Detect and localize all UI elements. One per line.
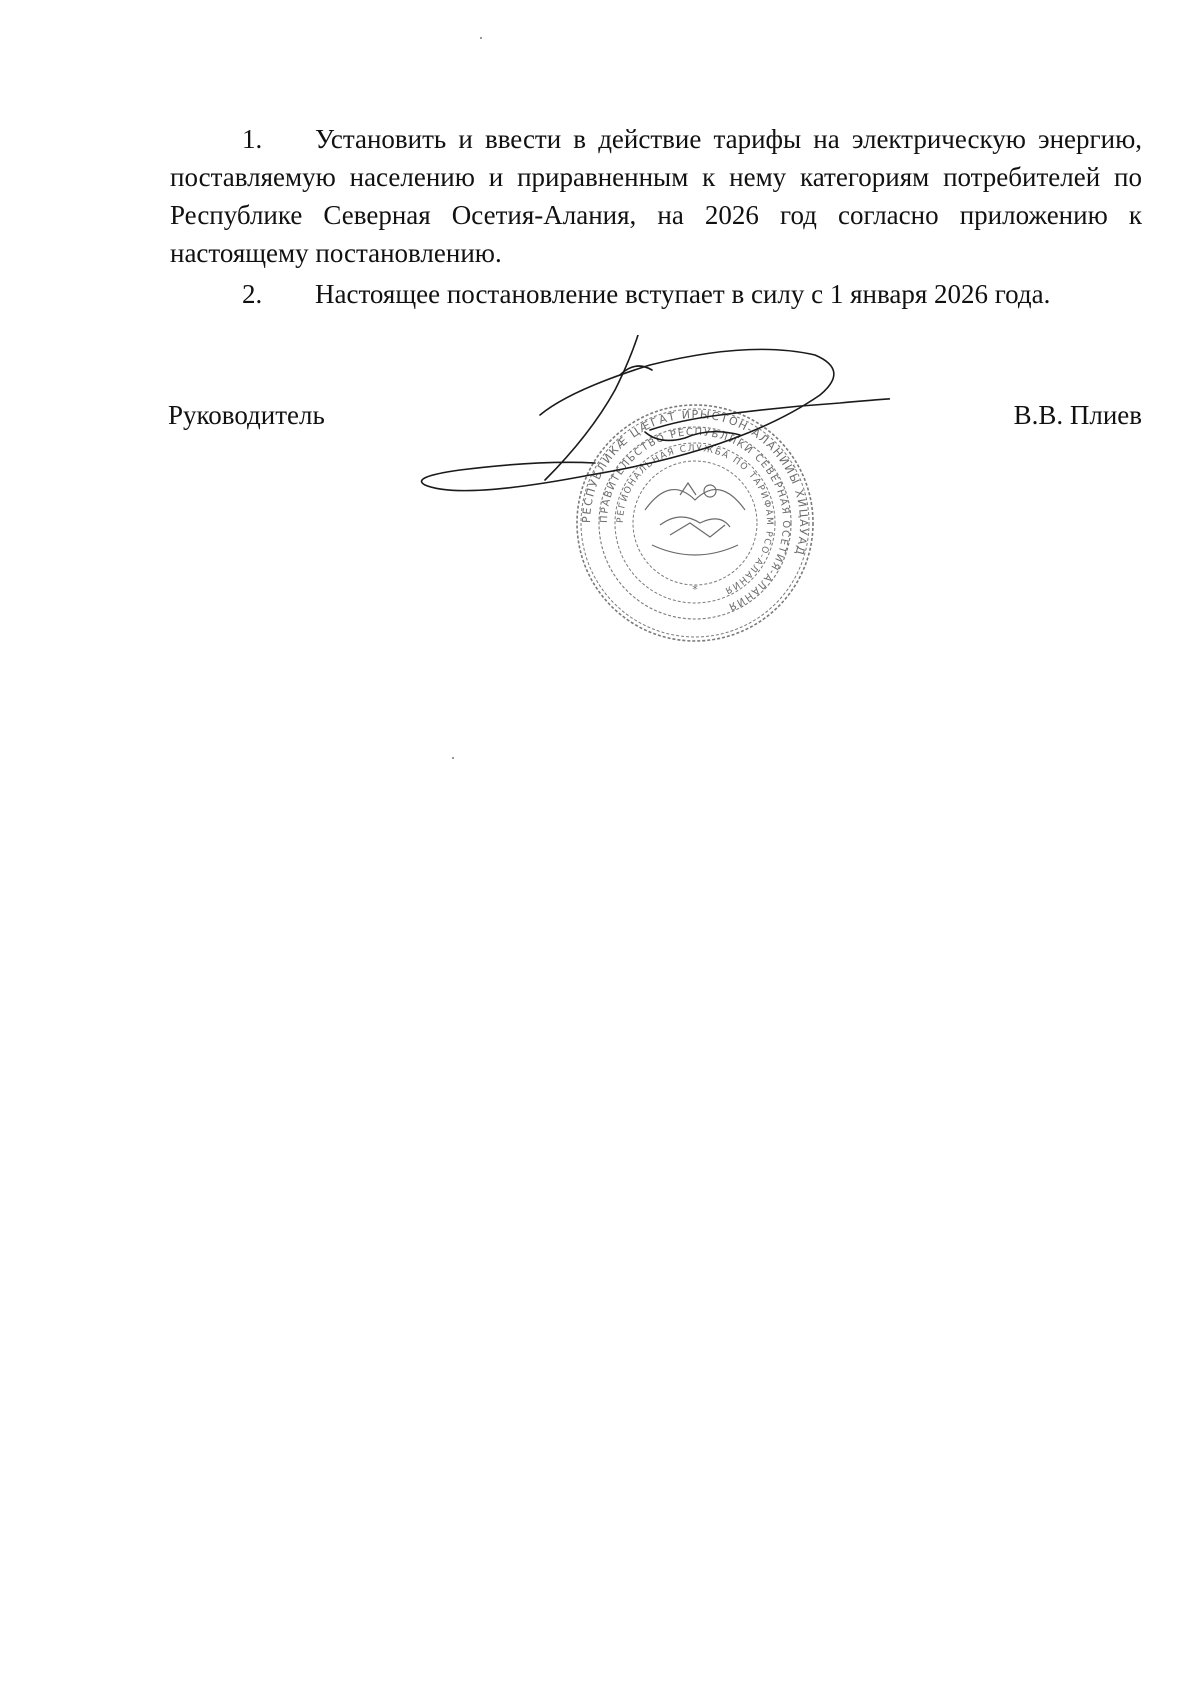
stamp-outer-text: РЕСПУБЛИКӔ ЦӔГАТ ИРЫСТОН-АЛАНИЙЫ ХИЦАУАД — [579, 407, 811, 558]
paragraph-1-text — [170, 120, 1142, 272]
scan-speck — [480, 37, 482, 39]
scan-speck — [452, 757, 454, 759]
signatory-name: В.В. Плиев — [1013, 400, 1142, 430]
paragraph-1 — [170, 120, 1142, 272]
stamp-middle-text: ПРАВИТЕЛЬСТВО РЕСПУБЛИКИ СЕВЕРНАЯ ОСЕТИЯ-АЛАНИЯ — [598, 426, 792, 613]
paragraph-2 — [170, 275, 1142, 313]
paragraph-2-number: 2. — [242, 279, 263, 309]
paragraph-1-body: Установить и ввести в действие тарифы на электрическую энергию, поставляемую населению и приравненным к нему категориям потребителей по Республике Северная Осетия-Алания, на 2026 год согласно приложению к настоящему постановлению. — [170, 124, 1142, 268]
paragraph-1-number: 1. — [242, 124, 263, 154]
signatory-position: Руководитель — [168, 400, 325, 430]
paragraph-2-body: Настоящее постановление вступает в силу с 1 января 2026 года. — [315, 279, 1051, 309]
handwritten-signature — [420, 335, 890, 535]
stamp-inner-text: РЕГИОНАЛЬНАЯ СЛУЖБА ПО ТАРИФАМ РСО-АЛАНИЯ — [615, 443, 775, 596]
stamp-star-icon: * — [692, 583, 698, 596]
paragraph-2-text — [170, 275, 1142, 313]
